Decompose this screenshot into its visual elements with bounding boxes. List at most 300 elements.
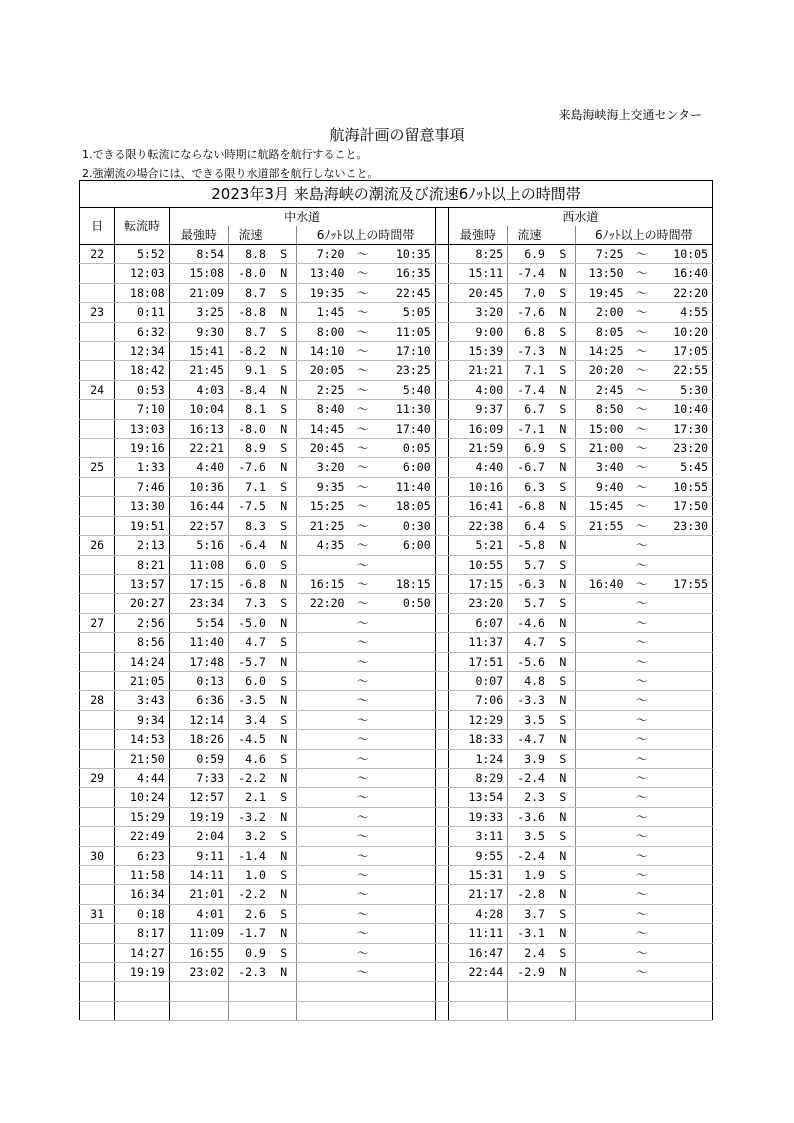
nishi-direction: N bbox=[551, 536, 575, 555]
gap-cell bbox=[435, 477, 448, 496]
nishi-max-time: 21:17 bbox=[448, 885, 507, 904]
naka-tilde: ～ bbox=[348, 361, 376, 380]
naka-direction: S bbox=[272, 555, 296, 574]
naka-tilde: ～ bbox=[348, 477, 376, 496]
nishi-max-time: 16:09 bbox=[448, 419, 507, 438]
nishi-direction: S bbox=[551, 827, 575, 846]
nishi-direction: S bbox=[551, 866, 575, 885]
naka-start bbox=[296, 885, 348, 904]
nishi-max-time: 22:38 bbox=[448, 516, 507, 535]
naka-end: 6:00 bbox=[377, 536, 435, 555]
naka-speed: 3.4 bbox=[229, 710, 272, 729]
nishi-speed: -5.6 bbox=[508, 652, 551, 671]
naka-end: 11:30 bbox=[377, 400, 435, 419]
naka-tilde: ～ bbox=[348, 671, 376, 690]
gap-cell bbox=[435, 361, 448, 380]
naka-direction: N bbox=[272, 963, 296, 982]
turn-time-cell: 14:53 bbox=[115, 730, 169, 749]
naka-end: 6:00 bbox=[377, 458, 435, 477]
nishi-start bbox=[575, 788, 627, 807]
gap-cell bbox=[435, 943, 448, 962]
naka-start: 9:35 bbox=[296, 477, 348, 496]
naka-start bbox=[296, 904, 348, 923]
day-cell bbox=[80, 788, 115, 807]
nishi-start bbox=[575, 943, 627, 962]
table-row bbox=[80, 846, 713, 865]
nishi-start bbox=[575, 633, 627, 652]
turn-time-cell: 21:05 bbox=[115, 671, 169, 690]
nishi-speed: 6.9 bbox=[508, 439, 551, 458]
nishi-tilde: ～ bbox=[628, 710, 656, 729]
gap-cell bbox=[435, 303, 448, 322]
naka-tilde: ～ bbox=[348, 283, 376, 302]
gap-cell bbox=[435, 633, 448, 652]
naka-tilde: ～ bbox=[348, 768, 376, 787]
turn-time-cell: 2:13 bbox=[115, 536, 169, 555]
nishi-tilde: ～ bbox=[628, 788, 656, 807]
naka-speed: -6.4 bbox=[229, 536, 272, 555]
naka-max-time: 6:36 bbox=[169, 691, 228, 710]
naka-speed: 7.1 bbox=[229, 477, 272, 496]
naka-max-time: 17:15 bbox=[169, 574, 228, 593]
naka-speed: -1.4 bbox=[229, 846, 272, 865]
day-cell bbox=[80, 361, 115, 380]
day-cell bbox=[80, 730, 115, 749]
naka-tilde: ～ bbox=[348, 380, 376, 399]
nishi-end bbox=[656, 866, 713, 885]
naka-speed: -7.5 bbox=[229, 497, 272, 516]
naka-direction: S bbox=[272, 322, 296, 341]
gap-cell bbox=[435, 963, 448, 982]
nishi-speed: -5.8 bbox=[508, 536, 551, 555]
naka-end: 11:40 bbox=[377, 477, 435, 496]
naka-max-time: 0:59 bbox=[169, 749, 228, 768]
nishi-end: 16:40 bbox=[656, 264, 713, 283]
nishi-start bbox=[575, 866, 627, 885]
day-cell bbox=[80, 594, 115, 613]
nishi-tilde: ～ bbox=[628, 943, 656, 962]
naka-end bbox=[377, 555, 435, 574]
gap-cell bbox=[435, 671, 448, 690]
nishi-start: 2:00 bbox=[575, 303, 627, 322]
naka-start: 20:05 bbox=[296, 361, 348, 380]
turn-time-cell: 13:57 bbox=[115, 574, 169, 593]
nishi-start bbox=[575, 904, 627, 923]
gap-cell bbox=[435, 380, 448, 399]
nishi-speed: -3.1 bbox=[508, 924, 551, 943]
naka-max-time: 15:41 bbox=[169, 342, 228, 361]
naka-max-time: 19:19 bbox=[169, 807, 228, 826]
naka-direction: N bbox=[272, 924, 296, 943]
nishi-start: 3:40 bbox=[575, 458, 627, 477]
nishi-max-time: 15:31 bbox=[448, 866, 507, 885]
nishi-speed: -7.6 bbox=[508, 303, 551, 322]
nishi-start: 19:45 bbox=[575, 283, 627, 302]
nishi-speed: -4.7 bbox=[508, 730, 551, 749]
naka-end bbox=[377, 904, 435, 923]
table-row bbox=[80, 768, 713, 787]
naka-tilde: ～ bbox=[348, 458, 376, 477]
nishi-max-time: 9:55 bbox=[448, 846, 507, 865]
day-cell bbox=[80, 439, 115, 458]
nishi-speed: 6.3 bbox=[508, 477, 551, 496]
nishi-end: 10:20 bbox=[656, 322, 713, 341]
naka-tilde: ～ bbox=[348, 749, 376, 768]
naka-direction: N bbox=[272, 574, 296, 593]
turn-time-cell: 11:58 bbox=[115, 866, 169, 885]
table-row bbox=[80, 342, 713, 361]
naka-end: 17:40 bbox=[377, 419, 435, 438]
header-naka: 中水道 bbox=[169, 208, 435, 227]
turn-time-cell: 6:23 bbox=[115, 846, 169, 865]
nishi-tilde: ～ bbox=[628, 633, 656, 652]
naka-speed: 4.6 bbox=[229, 749, 272, 768]
day-cell bbox=[80, 477, 115, 496]
naka-speed: -8.8 bbox=[229, 303, 272, 322]
naka-direction: S bbox=[272, 710, 296, 729]
naka-direction: S bbox=[272, 477, 296, 496]
empty-row bbox=[80, 1001, 713, 1020]
table-row bbox=[80, 827, 713, 846]
turn-time-cell: 5:52 bbox=[115, 245, 169, 264]
nishi-max-time: 11:37 bbox=[448, 633, 507, 652]
day-cell bbox=[80, 671, 115, 690]
naka-max-time: 4:01 bbox=[169, 904, 228, 923]
naka-end bbox=[377, 846, 435, 865]
table-row bbox=[80, 303, 713, 322]
nishi-max-time: 9:00 bbox=[448, 322, 507, 341]
naka-direction: N bbox=[272, 691, 296, 710]
nishi-tilde: ～ bbox=[628, 477, 656, 496]
nishi-direction: S bbox=[551, 245, 575, 264]
naka-end: 11:05 bbox=[377, 322, 435, 341]
turn-time-cell: 2:56 bbox=[115, 613, 169, 632]
naka-end: 17:10 bbox=[377, 342, 435, 361]
day-cell bbox=[80, 866, 115, 885]
nishi-direction: S bbox=[551, 439, 575, 458]
nishi-tilde: ～ bbox=[628, 613, 656, 632]
nishi-start bbox=[575, 652, 627, 671]
table-row bbox=[80, 963, 713, 982]
nishi-start: 16:40 bbox=[575, 574, 627, 593]
nishi-tilde: ～ bbox=[628, 807, 656, 826]
naka-end bbox=[377, 866, 435, 885]
nishi-max-time: 10:55 bbox=[448, 555, 507, 574]
nishi-max-time: 18:33 bbox=[448, 730, 507, 749]
nishi-max-time: 4:00 bbox=[448, 380, 507, 399]
naka-speed: -5.0 bbox=[229, 613, 272, 632]
nishi-end bbox=[656, 885, 713, 904]
day-cell: 23 bbox=[80, 303, 115, 322]
naka-speed: -8.0 bbox=[229, 264, 272, 283]
turn-time-cell: 3:43 bbox=[115, 691, 169, 710]
nishi-direction: S bbox=[551, 594, 575, 613]
table-row bbox=[80, 730, 713, 749]
naka-speed: -8.0 bbox=[229, 419, 272, 438]
gap-cell bbox=[435, 788, 448, 807]
naka-speed: -6.8 bbox=[229, 574, 272, 593]
naka-max-time: 0:13 bbox=[169, 671, 228, 690]
naka-max-time: 5:16 bbox=[169, 536, 228, 555]
nishi-end: 5:45 bbox=[656, 458, 713, 477]
nishi-direction: S bbox=[551, 322, 575, 341]
nishi-direction: N bbox=[551, 730, 575, 749]
nishi-max-time: 20:45 bbox=[448, 283, 507, 302]
naka-direction: S bbox=[272, 904, 296, 923]
nishi-max-time: 10:16 bbox=[448, 477, 507, 496]
gap-cell bbox=[435, 613, 448, 632]
naka-direction: N bbox=[272, 497, 296, 516]
table-row bbox=[80, 283, 713, 302]
naka-max-time: 18:26 bbox=[169, 730, 228, 749]
gap-cell bbox=[435, 594, 448, 613]
naka-start bbox=[296, 749, 348, 768]
nishi-tilde: ～ bbox=[628, 342, 656, 361]
naka-speed: 8.9 bbox=[229, 439, 272, 458]
naka-speed: 8.1 bbox=[229, 400, 272, 419]
nishi-max-time: 16:41 bbox=[448, 497, 507, 516]
naka-speed: 8.7 bbox=[229, 322, 272, 341]
nishi-speed: 5.7 bbox=[508, 594, 551, 613]
nishi-start bbox=[575, 710, 627, 729]
naka-max-time: 8:54 bbox=[169, 245, 228, 264]
nishi-start bbox=[575, 536, 627, 555]
day-cell bbox=[80, 574, 115, 593]
header-naka-6knot: 6ﾉｯﾄ以上の時間帯 bbox=[296, 226, 435, 245]
table-row bbox=[80, 516, 713, 535]
naka-direction: S bbox=[272, 866, 296, 885]
nishi-speed: -2.9 bbox=[508, 963, 551, 982]
naka-tilde: ～ bbox=[348, 633, 376, 652]
nishi-max-time: 4:28 bbox=[448, 904, 507, 923]
nishi-direction: N bbox=[551, 963, 575, 982]
naka-speed: 8.7 bbox=[229, 283, 272, 302]
naka-start bbox=[296, 768, 348, 787]
naka-tilde: ～ bbox=[348, 730, 376, 749]
table-row bbox=[80, 536, 713, 555]
table-row bbox=[80, 943, 713, 962]
header-nishi: 西水道 bbox=[448, 208, 712, 227]
naka-start bbox=[296, 730, 348, 749]
naka-max-time: 22:57 bbox=[169, 516, 228, 535]
naka-max-time: 21:09 bbox=[169, 283, 228, 302]
nishi-end bbox=[656, 633, 713, 652]
nishi-start bbox=[575, 885, 627, 904]
nishi-speed: 4.8 bbox=[508, 671, 551, 690]
naka-direction: N bbox=[272, 807, 296, 826]
table-row bbox=[80, 594, 713, 613]
naka-tilde: ～ bbox=[348, 245, 376, 264]
nishi-tilde: ～ bbox=[628, 497, 656, 516]
naka-tilde: ～ bbox=[348, 904, 376, 923]
naka-tilde: ～ bbox=[348, 807, 376, 826]
table-row bbox=[80, 885, 713, 904]
nishi-start bbox=[575, 846, 627, 865]
table-row bbox=[80, 419, 713, 438]
nishi-tilde: ～ bbox=[628, 671, 656, 690]
nishi-start: 15:00 bbox=[575, 419, 627, 438]
naka-direction: S bbox=[272, 439, 296, 458]
day-cell bbox=[80, 924, 115, 943]
nishi-speed: 2.4 bbox=[508, 943, 551, 962]
gap-cell bbox=[435, 536, 448, 555]
nishi-speed: 5.7 bbox=[508, 555, 551, 574]
naka-direction: N bbox=[272, 846, 296, 865]
turn-time-cell: 21:50 bbox=[115, 749, 169, 768]
nishi-direction: N bbox=[551, 807, 575, 826]
naka-speed: 8.3 bbox=[229, 516, 272, 535]
nishi-speed: -6.7 bbox=[508, 458, 551, 477]
gap-cell bbox=[435, 904, 448, 923]
nishi-direction: S bbox=[551, 283, 575, 302]
naka-start: 14:45 bbox=[296, 419, 348, 438]
naka-start bbox=[296, 963, 348, 982]
nishi-max-time: 9:37 bbox=[448, 400, 507, 419]
turn-time-cell: 6:32 bbox=[115, 322, 169, 341]
naka-end bbox=[377, 807, 435, 826]
nishi-speed: -7.4 bbox=[508, 380, 551, 399]
naka-end: 18:15 bbox=[377, 574, 435, 593]
gap-cell bbox=[435, 322, 448, 341]
turn-time-cell: 9:34 bbox=[115, 710, 169, 729]
nishi-end bbox=[656, 555, 713, 574]
naka-start: 16:15 bbox=[296, 574, 348, 593]
nishi-speed: 6.4 bbox=[508, 516, 551, 535]
turn-time-cell: 12:03 bbox=[115, 264, 169, 283]
naka-end: 22:45 bbox=[377, 283, 435, 302]
turn-time-cell: 1:33 bbox=[115, 458, 169, 477]
naka-max-time: 4:03 bbox=[169, 380, 228, 399]
nishi-tilde: ～ bbox=[628, 516, 656, 535]
day-cell bbox=[80, 555, 115, 574]
naka-tilde: ～ bbox=[348, 652, 376, 671]
nishi-speed: 7.0 bbox=[508, 283, 551, 302]
nishi-max-time: 6:07 bbox=[448, 613, 507, 632]
naka-start: 2:25 bbox=[296, 380, 348, 399]
naka-end bbox=[377, 943, 435, 962]
nishi-direction: N bbox=[551, 574, 575, 593]
nishi-end bbox=[656, 807, 713, 826]
naka-speed: 2.1 bbox=[229, 788, 272, 807]
nishi-max-time: 1:24 bbox=[448, 749, 507, 768]
table-row bbox=[80, 788, 713, 807]
nishi-start bbox=[575, 730, 627, 749]
naka-speed: -3.2 bbox=[229, 807, 272, 826]
naka-end: 5:40 bbox=[377, 380, 435, 399]
nishi-direction: N bbox=[551, 458, 575, 477]
table-row bbox=[80, 322, 713, 341]
gap-cell bbox=[435, 458, 448, 477]
nishi-end bbox=[656, 846, 713, 865]
nishi-speed: -3.6 bbox=[508, 807, 551, 826]
day-cell: 22 bbox=[80, 245, 115, 264]
naka-tilde: ～ bbox=[348, 885, 376, 904]
turn-time-cell: 0:11 bbox=[115, 303, 169, 322]
naka-start bbox=[296, 652, 348, 671]
turn-time-cell: 12:34 bbox=[115, 342, 169, 361]
naka-speed: -8.4 bbox=[229, 380, 272, 399]
naka-tilde: ～ bbox=[348, 497, 376, 516]
day-cell: 26 bbox=[80, 536, 115, 555]
nishi-end bbox=[656, 963, 713, 982]
gap-cell bbox=[435, 827, 448, 846]
gap-cell bbox=[435, 439, 448, 458]
naka-tilde: ～ bbox=[348, 846, 376, 865]
nishi-end: 5:30 bbox=[656, 380, 713, 399]
gap-cell bbox=[435, 264, 448, 283]
day-cell bbox=[80, 749, 115, 768]
naka-direction: N bbox=[272, 536, 296, 555]
gap-cell bbox=[435, 342, 448, 361]
nishi-speed: 4.7 bbox=[508, 633, 551, 652]
nishi-max-time: 22:44 bbox=[448, 963, 507, 982]
nishi-direction: S bbox=[551, 788, 575, 807]
gap-cell bbox=[435, 807, 448, 826]
nishi-tilde: ～ bbox=[628, 555, 656, 574]
naka-direction: S bbox=[272, 283, 296, 302]
naka-max-time: 11:08 bbox=[169, 555, 228, 574]
naka-start: 14:10 bbox=[296, 342, 348, 361]
nishi-start: 21:55 bbox=[575, 516, 627, 535]
naka-max-time: 23:02 bbox=[169, 963, 228, 982]
naka-start bbox=[296, 671, 348, 690]
nishi-end: 23:20 bbox=[656, 439, 713, 458]
naka-speed: -2.3 bbox=[229, 963, 272, 982]
nishi-tilde: ～ bbox=[628, 846, 656, 865]
nishi-start bbox=[575, 963, 627, 982]
nishi-speed: 7.1 bbox=[508, 361, 551, 380]
day-cell bbox=[80, 827, 115, 846]
nishi-end bbox=[656, 671, 713, 690]
naka-tilde: ～ bbox=[348, 691, 376, 710]
turn-time-cell: 18:08 bbox=[115, 283, 169, 302]
nishi-direction: S bbox=[551, 516, 575, 535]
nishi-tilde: ～ bbox=[628, 536, 656, 555]
naka-start: 20:45 bbox=[296, 439, 348, 458]
gap-cell bbox=[435, 555, 448, 574]
naka-speed: 6.0 bbox=[229, 555, 272, 574]
naka-speed: 4.7 bbox=[229, 633, 272, 652]
nishi-tilde: ～ bbox=[628, 652, 656, 671]
naka-speed: -3.5 bbox=[229, 691, 272, 710]
header-nishi-6knot: 6ﾉｯﾄ以上の時間帯 bbox=[575, 226, 712, 245]
table-row bbox=[80, 574, 713, 593]
page-title: 航海計画の留意事項 bbox=[329, 126, 465, 144]
naka-tilde: ～ bbox=[348, 555, 376, 574]
day-cell bbox=[80, 943, 115, 962]
naka-direction: N bbox=[272, 613, 296, 632]
nishi-end bbox=[656, 827, 713, 846]
naka-start bbox=[296, 943, 348, 962]
note-1: 1.できる限り転流にならない時期に航路を航行すること。 bbox=[82, 148, 368, 161]
naka-end: 0:05 bbox=[377, 439, 435, 458]
turn-time-cell: 19:16 bbox=[115, 439, 169, 458]
nishi-direction: S bbox=[551, 671, 575, 690]
gap-cell bbox=[435, 283, 448, 302]
naka-direction: S bbox=[272, 400, 296, 419]
naka-start bbox=[296, 710, 348, 729]
nishi-end bbox=[656, 749, 713, 768]
naka-tilde: ～ bbox=[348, 516, 376, 535]
naka-direction: N bbox=[272, 458, 296, 477]
nishi-direction: S bbox=[551, 555, 575, 574]
nishi-end bbox=[656, 943, 713, 962]
naka-start bbox=[296, 866, 348, 885]
nishi-speed: -2.8 bbox=[508, 885, 551, 904]
naka-start bbox=[296, 613, 348, 632]
gap-cell bbox=[435, 730, 448, 749]
turn-time-cell: 7:10 bbox=[115, 400, 169, 419]
